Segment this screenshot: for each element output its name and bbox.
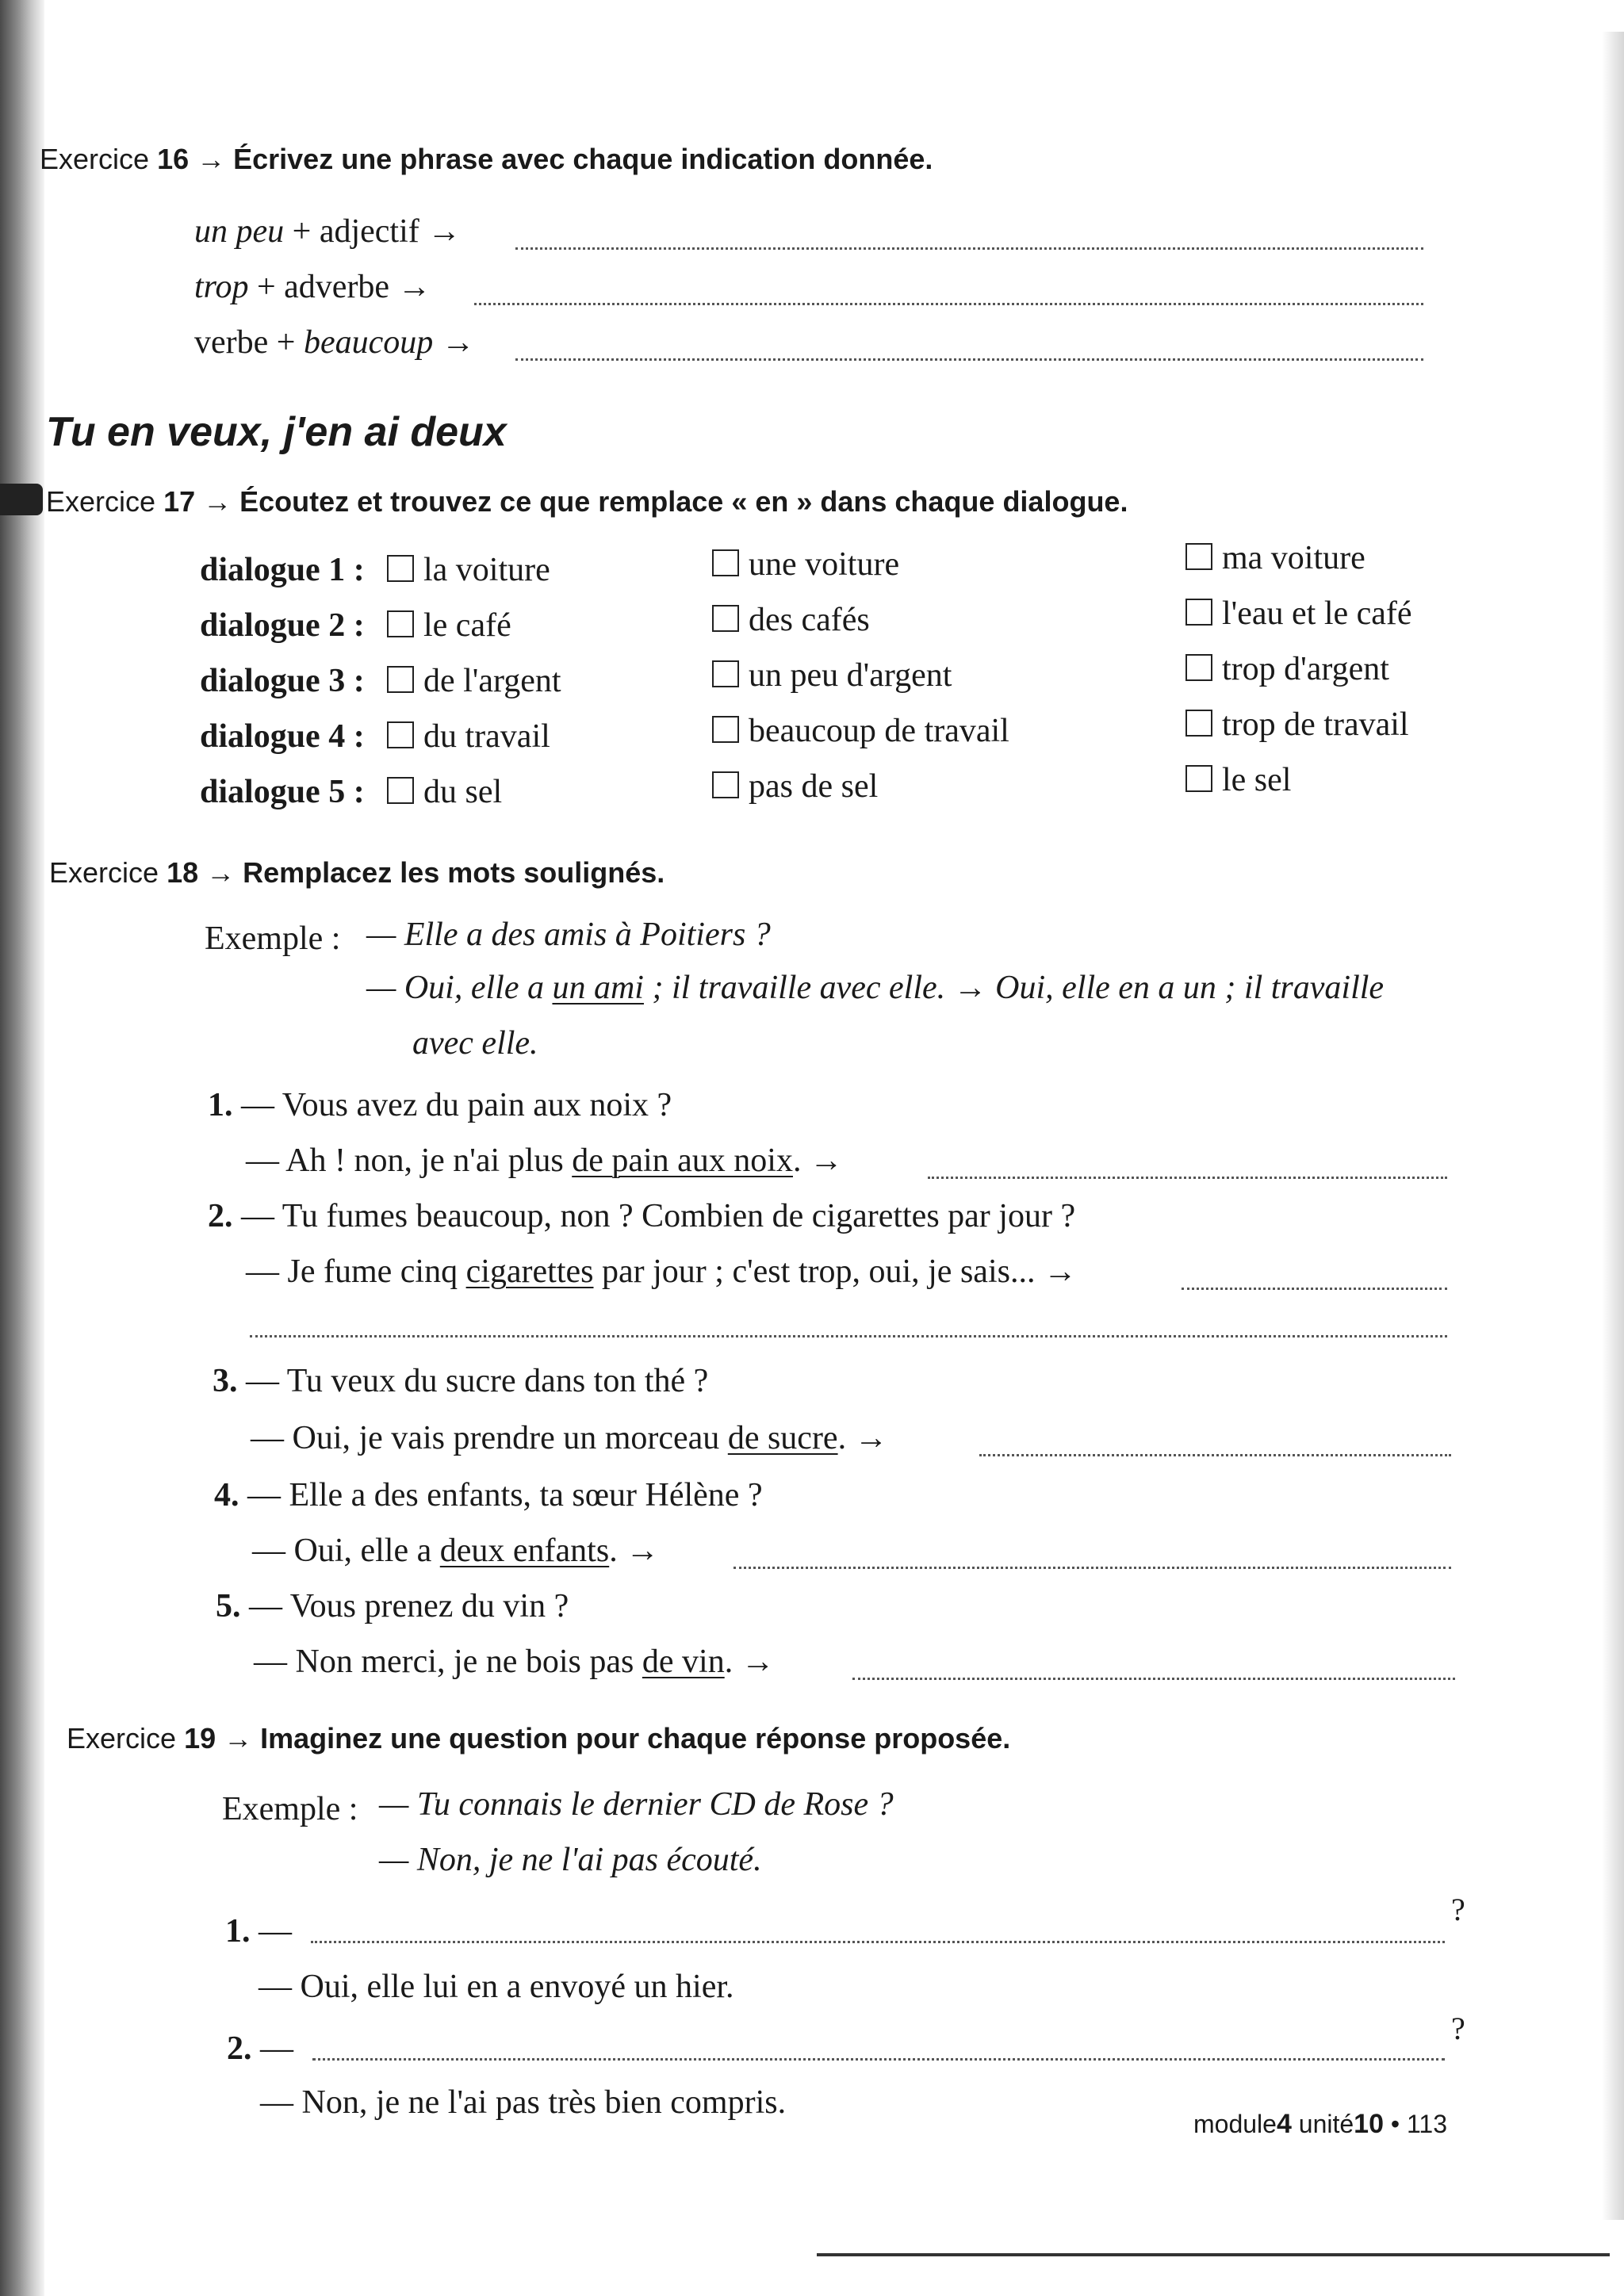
ex19-example-question: — Tu connais le dernier CD de Rose ? bbox=[379, 1786, 894, 1823]
arrow-icon: → bbox=[441, 324, 475, 361]
ex19-item-2-question: 2. — bbox=[227, 2030, 293, 2067]
question-mark: ? bbox=[1451, 2011, 1465, 2046]
arrow-icon: → bbox=[953, 970, 987, 1006]
option[interactable]: ma voiture bbox=[1185, 539, 1365, 577]
checkbox[interactable] bbox=[712, 771, 739, 798]
ex18-item-4-question: 4. — Elle a des enfants, ta sœur Hélène ? bbox=[214, 1477, 763, 1513]
ex18-item-5-answer: — Non merci, je ne bois pas de vin. → bbox=[254, 1644, 775, 1680]
ex18-example-label: Exemple : bbox=[205, 920, 341, 957]
answer-line[interactable] bbox=[979, 1454, 1451, 1456]
binding-shadow bbox=[0, 0, 44, 2296]
option[interactable]: trop d'argent bbox=[1185, 650, 1389, 688]
dialogue-2-label: dialogue 2 : bbox=[200, 607, 365, 644]
ex16-instruction: Écrivez une phrase avec chaque indication donnée. bbox=[233, 143, 933, 175]
option[interactable]: beaucoup de travail bbox=[712, 712, 1009, 750]
arrow-icon: → bbox=[197, 143, 226, 175]
answer-line[interactable] bbox=[515, 358, 1423, 361]
ex19-header: Exercice 19 → Imaginez une question pour chaque réponse proposée. bbox=[67, 1722, 1011, 1755]
checkbox[interactable] bbox=[387, 721, 414, 748]
arrow-icon: → bbox=[1043, 1253, 1077, 1290]
ex18-item-3-answer: — Oui, je vais prendre un morceau de sucre. → bbox=[251, 1420, 888, 1456]
checkbox[interactable] bbox=[712, 716, 739, 743]
ex18-example-answer-cont: avec elle. bbox=[412, 1025, 538, 1062]
answer-line[interactable] bbox=[733, 1567, 1451, 1569]
answer-line[interactable] bbox=[250, 1335, 1447, 1337]
option[interactable]: des cafés bbox=[712, 601, 870, 639]
arrow-icon: → bbox=[427, 213, 462, 250]
arrow-icon: → bbox=[626, 1533, 660, 1569]
ex18-item-5-question: 5. — Vous prenez du vin ? bbox=[216, 1588, 569, 1624]
ex18-item-1-answer: — Ah ! non, je n'ai plus de pain aux noix. → bbox=[246, 1142, 843, 1179]
ex18-header: Exercice 18 → Remplacez les mots soulignés. bbox=[49, 856, 665, 889]
answer-line[interactable] bbox=[474, 303, 1423, 305]
answer-line[interactable] bbox=[515, 247, 1423, 250]
ex16-item-2: trop + adverbe → bbox=[194, 269, 431, 305]
bottom-rule bbox=[817, 2253, 1610, 2256]
ex16-item-3: verbe + beaucoup → bbox=[194, 324, 475, 361]
option[interactable]: l'eau et le café bbox=[1185, 595, 1412, 633]
option[interactable]: une voiture bbox=[712, 545, 899, 584]
question-mark: ? bbox=[1451, 1892, 1465, 1927]
ex16-label: Exercice bbox=[40, 143, 150, 175]
dialogue-4-label: dialogue 4 : bbox=[200, 718, 365, 755]
option[interactable]: un peu d'argent bbox=[712, 656, 952, 695]
audio-track-icon bbox=[0, 484, 43, 515]
section-title: Tu en veux, j'en ai deux bbox=[46, 409, 507, 455]
checkbox[interactable] bbox=[712, 549, 739, 576]
option[interactable]: pas de sel bbox=[712, 767, 878, 806]
option[interactable]: du travail bbox=[387, 718, 550, 756]
option[interactable]: la voiture bbox=[387, 551, 550, 589]
arrow-icon: → bbox=[224, 1722, 253, 1755]
arrow-icon: → bbox=[397, 269, 431, 305]
page-number: 113 bbox=[1406, 2110, 1447, 2138]
dialogue-5-label: dialogue 5 : bbox=[200, 774, 365, 810]
checkbox[interactable] bbox=[1185, 543, 1212, 570]
checkbox[interactable] bbox=[1185, 710, 1212, 737]
checkbox[interactable] bbox=[1185, 599, 1212, 626]
checkbox[interactable] bbox=[387, 777, 414, 804]
checkbox[interactable] bbox=[1185, 765, 1212, 792]
answer-line[interactable] bbox=[852, 1678, 1455, 1680]
arrow-icon: → bbox=[206, 856, 236, 889]
ex18-example-answer: — Oui, elle a un ami ; il travaille avec elle. → Oui, elle en a un ; il travaille bbox=[366, 970, 1385, 1006]
ex17-header: Exercice 17 → Écoutez et trouvez ce que remplace « en » dans chaque dialogue. bbox=[46, 485, 1128, 518]
ex18-item-4-answer: — Oui, elle a deux enfants. → bbox=[252, 1533, 660, 1569]
arrow-icon: → bbox=[809, 1142, 843, 1179]
ex18-item-2-answer: — Je fume cinq cigarettes par jour ; c'est trop, oui, je sais... → bbox=[246, 1253, 1077, 1290]
ex18-item-1-question: 1. — Vous avez du pain aux noix ? bbox=[208, 1087, 672, 1123]
ex18-item-2-question: 2. — Tu fumes beaucoup, non ? Combien de cigarettes par jour ? bbox=[208, 1198, 1076, 1234]
ex19-item-1-question: 1. — bbox=[225, 1913, 292, 1950]
arrow-icon: → bbox=[741, 1644, 775, 1680]
ex18-example-question: — Elle a des amis à Poitiers ? bbox=[366, 916, 771, 953]
bullet-icon: • bbox=[1390, 2110, 1400, 2138]
answer-line[interactable] bbox=[312, 2058, 1445, 2061]
option[interactable]: trop de travail bbox=[1185, 706, 1409, 744]
arrow-icon: → bbox=[854, 1420, 888, 1456]
option[interactable]: du sel bbox=[387, 773, 502, 811]
checkbox[interactable] bbox=[1185, 654, 1212, 681]
ex19-item-2-answer: — Non, je ne l'ai pas très bien compris. bbox=[260, 2084, 787, 2121]
checkbox[interactable] bbox=[712, 660, 739, 687]
answer-line[interactable] bbox=[928, 1177, 1447, 1179]
ex19-example-answer: — Non, je ne l'ai pas écouté. bbox=[379, 1842, 762, 1878]
ex16-number: 16 bbox=[157, 143, 190, 175]
checkbox[interactable] bbox=[387, 555, 414, 582]
ex19-item-1-answer: — Oui, elle lui en a envoyé un hier. bbox=[259, 1969, 734, 2005]
checkbox[interactable] bbox=[387, 610, 414, 637]
ex16-item-1: un peu + adjectif → bbox=[194, 213, 462, 250]
option[interactable]: le café bbox=[387, 607, 511, 645]
page-edge-shadow bbox=[1602, 32, 1624, 2220]
option[interactable]: de l'argent bbox=[387, 662, 561, 700]
checkbox[interactable] bbox=[712, 605, 739, 632]
answer-line[interactable] bbox=[311, 1941, 1445, 1943]
page-footer: module4 unité10 • 113 bbox=[1193, 2109, 1447, 2139]
option[interactable]: le sel bbox=[1185, 761, 1291, 799]
checkbox[interactable] bbox=[387, 666, 414, 693]
dialogue-1-label: dialogue 1 : bbox=[200, 552, 365, 588]
arrow-icon: → bbox=[203, 485, 232, 518]
dialogue-3-label: dialogue 3 : bbox=[200, 663, 365, 699]
ex18-item-3-question: 3. — Tu veux du sucre dans ton thé ? bbox=[213, 1363, 709, 1399]
ex19-example-label: Exemple : bbox=[222, 1791, 358, 1827]
ex16-header bbox=[40, 143, 933, 176]
answer-line[interactable] bbox=[1182, 1288, 1447, 1290]
